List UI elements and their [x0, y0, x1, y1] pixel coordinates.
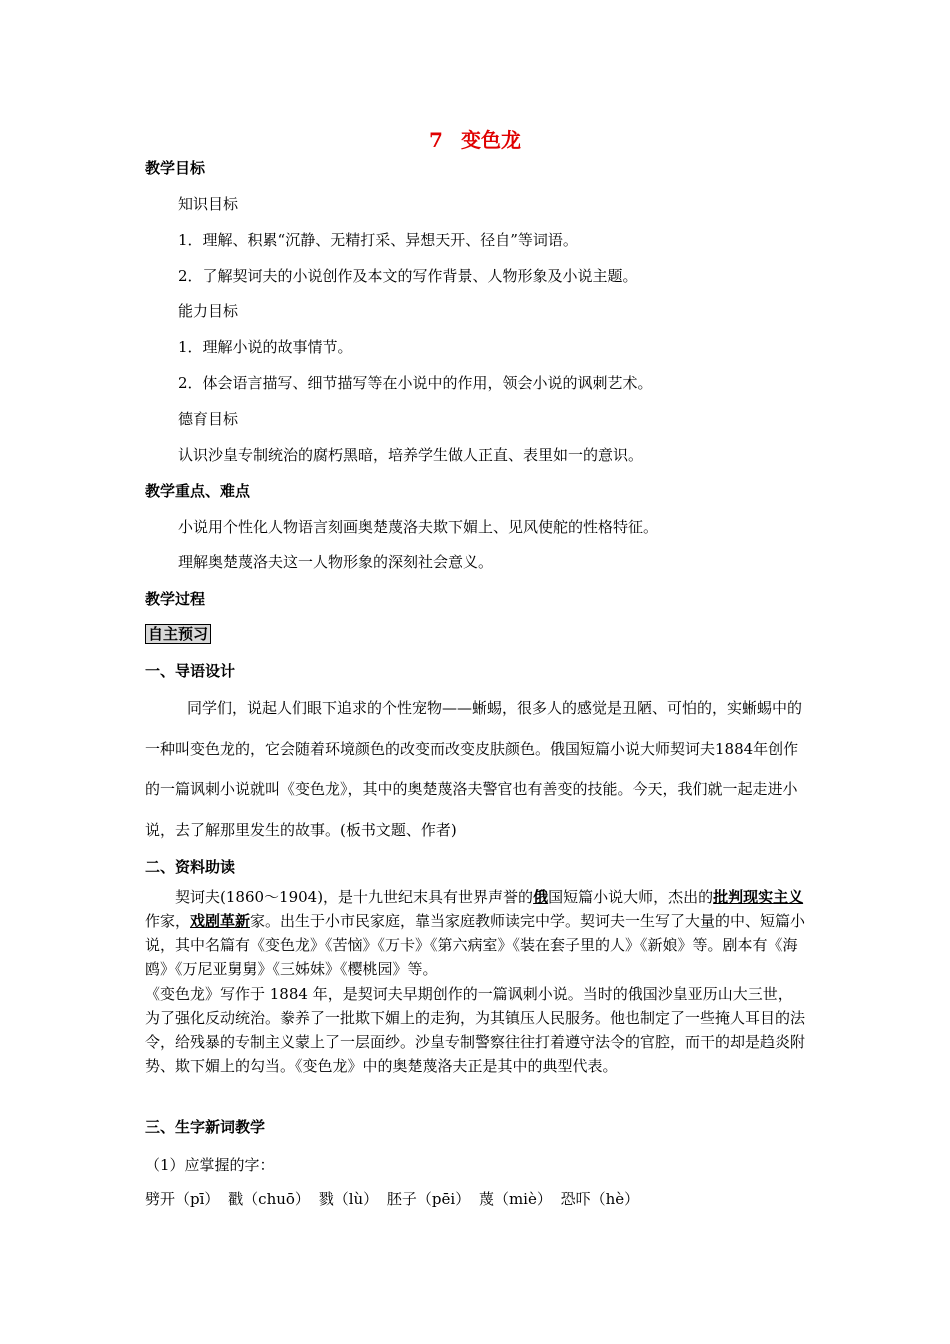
- knowledge-goals-label: 知识目标: [178, 195, 239, 213]
- ability-goals-label: 能力目标: [178, 302, 239, 320]
- key-point-1: 小说用个性化人物语言刻画奥楚蔑洛夫欺下媚上、见风使舵的性格特征。: [178, 518, 659, 536]
- intro-heading: 一、导语设计: [145, 662, 236, 680]
- ability-item-2: 2．体会语言描写、细节描写等在小说中的作用，领会小说的讽刺艺术。: [178, 374, 653, 392]
- materials-heading: 二、资料助读: [145, 858, 236, 876]
- moral-goals-text: 认识沙皇专制统治的腐朽黑暗，培养学生做人正直、表里如一的意识。: [178, 446, 644, 464]
- key-point-2: 理解奥楚蔑洛夫这一人物形象的深刻社会意义。: [178, 553, 494, 571]
- ability-item-1: 1．理解小说的故事情节。: [178, 338, 353, 356]
- materials-text: 国短篇小说大师，杰出的: [548, 888, 714, 906]
- underlined-term: 批判现实主义: [713, 888, 804, 906]
- vocab-heading: 三、生字新词教学: [145, 1118, 266, 1136]
- moral-goals-label: 德育目标: [178, 410, 239, 428]
- materials-text: 家。出生于小市民家庭，靠当家庭教师读完中学。契诃夫一生写了大量的中、短篇小说，其中名篇有《变色龙》《苦恼》《万卡》《第六病室》《装在套子里的人》《新娘》等。剧本有《海鸥》《万尼亚舅舅》《三姊妹》《樱桃园》等。: [145, 912, 806, 978]
- lesson-title: [0, 124, 950, 153]
- underlined-term: 戏剧革新: [190, 912, 251, 930]
- self-preview-box: 自主预习: [145, 624, 211, 644]
- intro-paragraph: 同学们，说起人们眼下追求的个性宠物——蜥蜴，很多人的感觉是丑陋、可怕的，实蜥蜴中的一种叫变色龙的，它会随着环境颜色的改变而改变皮肤颜色。俄国短篇小说大师契诃夫1884年创作的一篇讽刺小说就叫《变色龙》，其中的奥楚蔑洛夫警官也有善变的技能。今天，我们就一起走进小说，去了解那里发生的故事。(板书文题、作者): [145, 699, 803, 839]
- lesson-title-text: 变色龙: [460, 128, 521, 152]
- knowledge-item-2: 2．了解契诃夫的小说创作及本文的写作背景、人物形象及小说主题。: [178, 267, 638, 285]
- vocab-subheading: （1）应掌握的字：: [145, 1156, 275, 1174]
- process-heading: 教学过程: [145, 590, 206, 608]
- materials-text: 作家，: [145, 912, 191, 930]
- knowledge-item-1: 1．理解、积累“沉静、无精打采、异想天开、径自”等词语。: [178, 231, 578, 249]
- lesson-number: 7: [429, 128, 443, 152]
- materials-paragraph-2: 《变色龙》写作于 1884 年，是契诃夫早期创作的一篇讽刺小说。当时的俄国沙皇亚历山大三世，为了强化反动统治。豢养了一批欺下媚上的走狗，为其镇压人民服务。他也制定了一些掩人耳目的法令，给残暴的专制主义蒙上了一层面纱。沙皇专制警察往往打着遵守法令的官腔，而干的却是趋炎附势、欺下媚上的勾当。《变色龙》中的奥楚蔑洛夫正是其中的典型代表。: [145, 985, 806, 1075]
- vocab-items: 劈开（pī） 戳（chuō） 戮（lù） 胚子（pēi） 蔑（miè） 恐吓（hè）: [145, 1190, 640, 1208]
- key-points-heading: 教学重点、难点: [145, 482, 251, 500]
- underlined-term: 俄: [533, 888, 549, 906]
- materials-text: 契诃夫(1860～1904)，是十九世纪末具有世界声誉的: [175, 888, 534, 906]
- materials-paragraph-1: [145, 885, 807, 981]
- goals-heading: 教学目标: [145, 159, 206, 177]
